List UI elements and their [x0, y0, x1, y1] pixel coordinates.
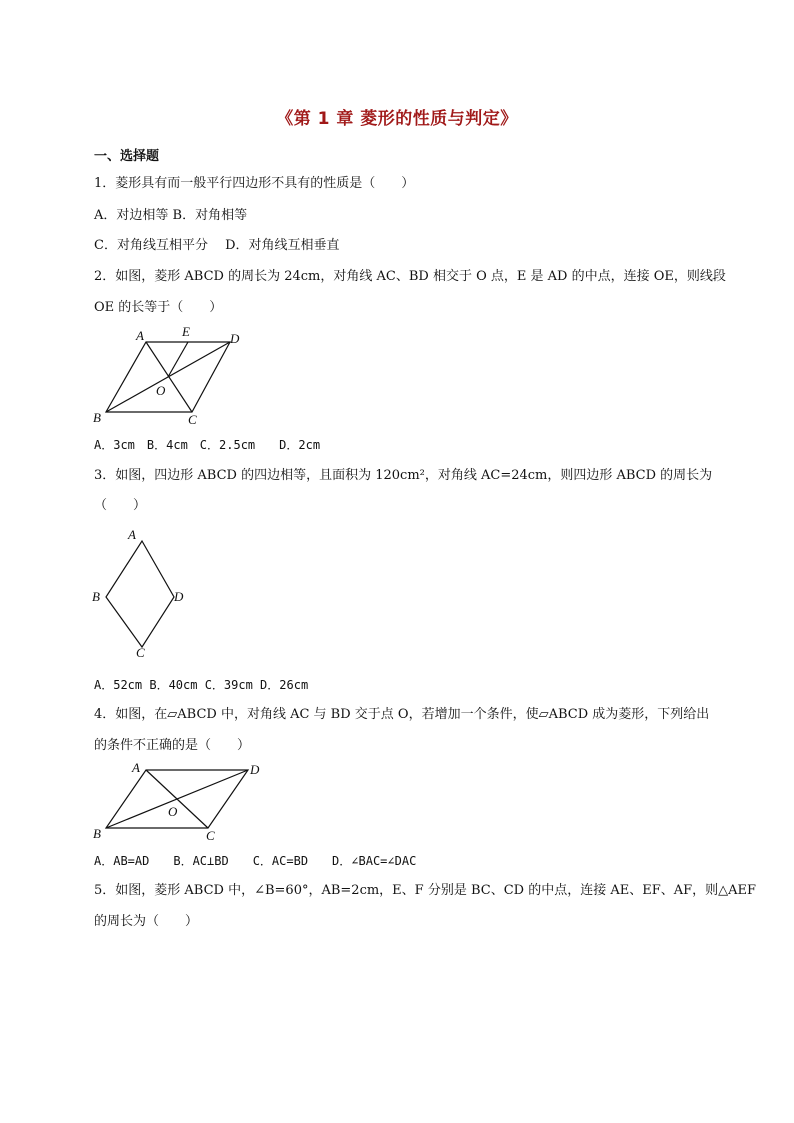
q1-stem: 1．菱形具有而一般平行四边形不具有的性质是（ ） [94, 176, 415, 191]
q5-stem-line2: 的周长为（ ） [94, 914, 199, 929]
q4-options: A．AB=AD B．AC⊥BD C．AC=BD D．∠BAC=∠DAC [94, 854, 417, 868]
q4-label-o: O [168, 804, 178, 819]
q4-label-a: A [132, 760, 140, 775]
q3-label-d: D [174, 589, 184, 604]
q2-stem-line2: OE 的长等于（ ） [94, 300, 223, 315]
q2-label-a: A [136, 328, 144, 343]
q3-options: A．52cm B．40cm C．39cm D．26cm [94, 678, 309, 692]
q4-label-d: D [250, 762, 260, 777]
q3-rhombus-figure [90, 525, 190, 665]
q2-rhombus-figure [90, 322, 250, 432]
q2-label-o: O [156, 383, 166, 398]
q4-label-c: C [206, 828, 215, 843]
q2-label-b: B [93, 410, 101, 425]
q5-stem-line1: 5．如图，菱形 ABCD 中，∠B=60°，AB=2cm，E、F 分别是 BC、CD 的中点，连接 AE、EF、AF，则△AEF [94, 883, 757, 898]
q2-label-c: C [188, 412, 197, 427]
q3-stem-line2: （ ） [94, 498, 147, 513]
q4-parallelogram-figure [90, 758, 270, 848]
q4-stem-line1: 4．如图，在▱ABCD 中，对角线 AC 与 BD 交于点 O，若增加一个条件，使▱ABCD 成为菱形，下列给出 [94, 707, 710, 722]
q3-stem-line1: 3．如图，四边形 ABCD 的四边相等，且面积为 120cm²，对角线 AC=24cm，则四边形 ABCD 的周长为 [94, 468, 713, 483]
q2-stem-line1: 2．如图，菱形 ABCD 的周长为 24cm，对角线 AC、BD 相交于 O 点，E 是 AD 的中点，连接 OE，则线段 [94, 269, 726, 284]
q4-stem-line2: 的条件不正确的是（ ） [94, 738, 251, 753]
q4-label-b: B [93, 826, 101, 841]
q2-options: A．3cm B．4cm C．2.5cm D．2cm [94, 438, 321, 452]
q3-label-b: B [92, 589, 100, 604]
q1-options-line1: A．对边相等 B．对角相等 [94, 208, 248, 223]
q4-diagonal-bd [106, 770, 248, 828]
q3-label-a: A [128, 527, 136, 542]
q3-label-c: C [136, 645, 145, 660]
q2-label-e: E [182, 324, 190, 339]
section-heading: 一、选择题 [94, 149, 160, 164]
q3-rhombus-outline [106, 541, 174, 647]
page-title: 《第 1 章 菱形的性质与判定》 [276, 109, 518, 129]
q1-options-line2: C．对角线互相平分 D．对角线互相垂直 [94, 238, 340, 253]
q2-label-d: D [230, 331, 240, 346]
